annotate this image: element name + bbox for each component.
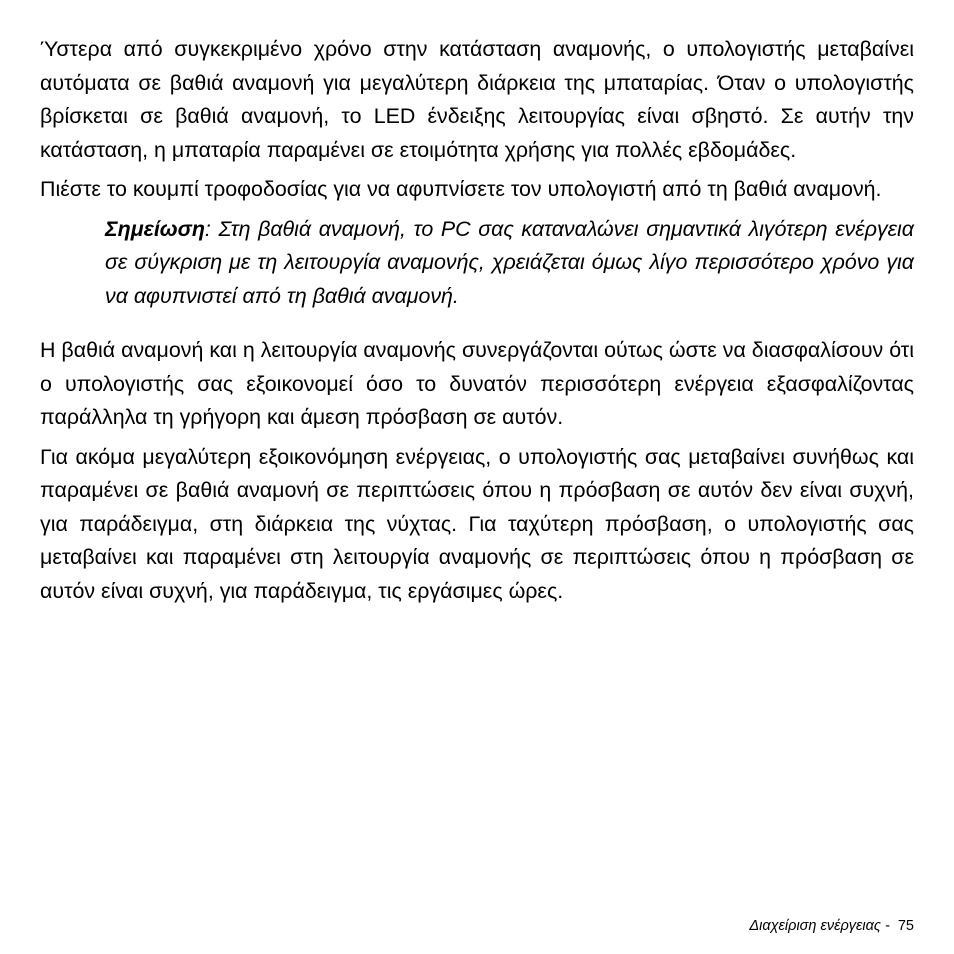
note-label: Σημείωση	[105, 216, 205, 241]
footer-section-title: Διαχείριση ενέργειας -	[749, 918, 890, 934]
paragraph-energy-saving: Για ακόμα μεγαλύτερη εξοικονόμηση ενέργειας, ο υπολογιστής σας μεταβαίνει συνήθως και παραμένει σε βαθιά αναμονή σε περιπτώσεις όπου η πρόσβαση σε αυτόν δεν είναι συχνή, για παράδειγμα, στη διάρκεια της νύχτας. Για ταχύτερη πρόσβαση, ο υπολογιστής σας μεταβαίνει και παραμένει στη λειτουργία αναμονής σε περιπτώσεις όπου η πρόσβαση σε αυτόν είναι συχνή, για παράδειγμα, τις εργάσιμες ώρες.	[40, 444, 914, 603]
note-box	[105, 213, 914, 314]
note-text: : Στη βαθιά αναμονή, το PC σας καταναλώνει σημαντικά λιγότερη ενέργεια σε σύγκριση με τη λειτουργία αναμονής, χρειάζεται όμως λίγο περισσότερο χρόνο για να αφυπνιστεί από τη βαθιά αναμονή.	[105, 216, 914, 308]
document-body	[40, 33, 914, 608]
page-footer	[749, 918, 914, 934]
paragraph-deep-standby-intro: Ύστερα από συγκεκριμένο χρόνο στην κατάσταση αναμονής, ο υπολογιστής μεταβαίνει αυτόματα σε βαθιά αναμονή για μεγαλύτερη διάρκεια της μπαταρίας. Όταν ο υπολογιστής βρίσκεται σε βαθιά αναμονή, το LED ένδειξης λειτουργίας είναι σβηστό. Σε αυτήν την κατάσταση, η μπαταρία παραμένει σε ετοιμότητα χρήσης για πολλές εβδομάδες.	[40, 37, 914, 162]
paragraph-cooperation: Η βαθιά αναμονή και η λειτουργία αναμονής συνεργάζονται ούτως ώστε να διασφαλίσουν ότι ο υπολογιστής σας εξοικονομεί όσο το δυνατόν περισσότερη ενέργεια εξασφαλίζοντας παράλληλα τη γρήγορη και άμεση πρόσβαση σε αυτόν.	[40, 338, 914, 430]
page-number: 75	[897, 918, 914, 934]
paragraph-wake-instruction: Πιέστε το κουμπί τροφοδοσίας για να αφυπνίσετε τον υπολογιστή από τη βαθιά αναμονή.	[40, 177, 882, 201]
